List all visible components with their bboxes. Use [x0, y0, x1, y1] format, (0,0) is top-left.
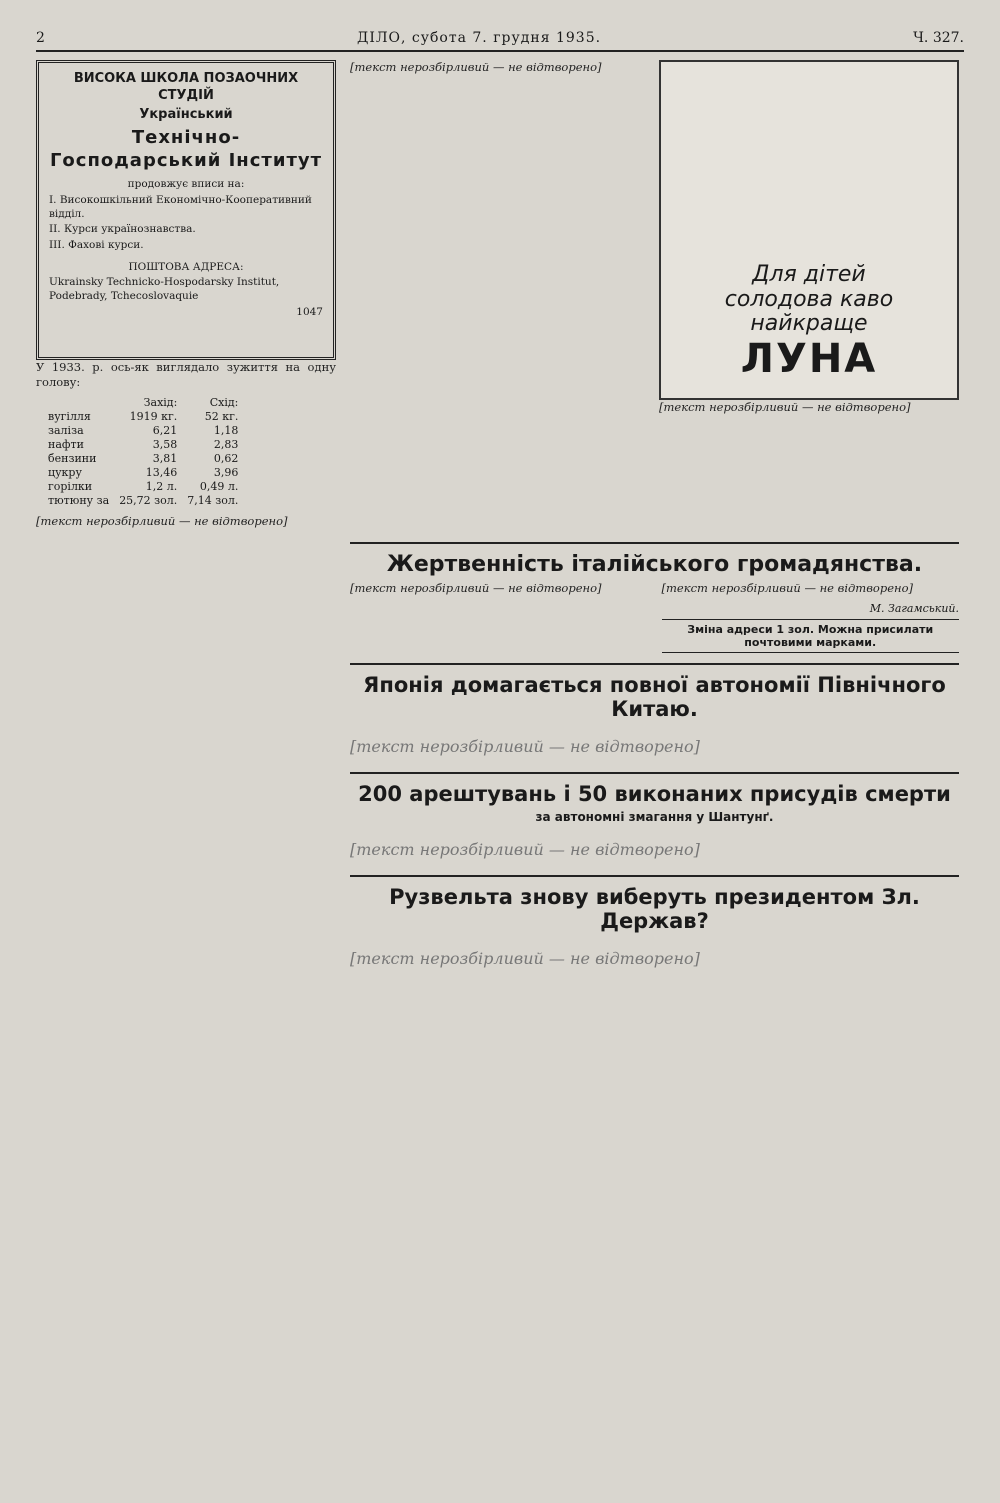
luna-slogan3: найкраще	[750, 310, 868, 336]
article-body-placeholder: [текст нерозбірливий — не відтворено]	[36, 514, 288, 529]
stats-intro: У 1933. р. ось-як виглядало зужиття на одну голову:	[36, 360, 336, 390]
article-body-placeholder: [текст нерозбірливий — не відтворено]	[350, 949, 700, 969]
stats-row: заліза 6,21 1,18	[48, 424, 239, 438]
article-body-placeholder: [текст нерозбірливий — не відтворено]	[659, 400, 911, 414]
wide-articles	[350, 536, 959, 985]
ad-item3: III. Фахові курси.	[49, 239, 144, 252]
page-number: 2	[36, 30, 45, 46]
luna-coffee-ad	[659, 60, 959, 400]
ad-item1: I. Високошкільний Економічно-Кооперативний відділ.	[49, 194, 312, 220]
stats-row: тютюну за 25,72 зол. 7,14 зол.	[48, 494, 239, 508]
headline-japan: Японія домагається повної автономії Північного Китаю.	[363, 672, 946, 721]
article-body-placeholder: [текст нерозбірливий — не відтворено]	[350, 580, 602, 595]
luna-slogan2: солодова каво	[724, 286, 894, 312]
column-right	[659, 60, 959, 536]
ad-line4: продовжує вписи на:	[127, 178, 245, 191]
article-body-placeholder: [текст нерозбірливий — не відтворено]	[350, 839, 700, 859]
stats-row: горілки 1,2 л. 0,49 л.	[48, 480, 239, 494]
column-middle	[350, 60, 645, 536]
article-body-placeholder: [текст нерозбірливий — не відтворено]	[350, 736, 700, 756]
stats-row: цукру 13,46 3,96	[48, 466, 239, 480]
stats-row: вугілля 1919 кг. 52 кг.	[48, 410, 239, 424]
luna-brand: ЛУНА	[740, 336, 878, 382]
headline-arrests: 200 арештувань і 50 виконаних присудів смерти	[358, 781, 951, 806]
stats-row: нафти 3,58 2,83	[48, 438, 239, 452]
article-body-placeholder: [текст нерозбірливий — не відтворено]	[350, 60, 602, 74]
ad-address: Ukrainsky Technicko-Hospodarsky Institut, Podebrady, Tchecoslovaquie	[49, 276, 280, 302]
subhead-arrests: за автономні змагання у Шантунґ.	[535, 809, 774, 824]
headline-italy: Жертвенність італійського громадянства.	[386, 551, 923, 577]
ad-line1: ВИСОКА ШКОЛА ПОЗАОЧНИХ СТУДІЙ	[73, 71, 299, 103]
address-change-notice: Зміна адреси 1 зол. Можна присилати почтовими марками.	[662, 619, 960, 653]
ad-line2: Український	[139, 106, 233, 122]
column-left	[36, 60, 336, 536]
stats-head-west: Захід:	[143, 396, 178, 410]
ad-item2: II. Курси українознавства.	[49, 223, 196, 236]
ad-line3: Технічно-Господарський Інститут	[49, 126, 323, 172]
stats-head-east: Схід:	[209, 396, 239, 410]
paper-title: ДІЛО, субота 7. грудня 1935.	[356, 30, 602, 46]
headline-roosevelt: Рузвельта знову виберуть президентом Зл. Держав?	[389, 884, 920, 934]
masthead	[36, 30, 964, 52]
stats-row: бензини 3,81 0,62	[48, 452, 239, 466]
issue-number: Ч. 327.	[913, 30, 964, 46]
ad-address-label: ПОШТОВА АДРЕСА:	[128, 260, 244, 273]
article-body-placeholder: [текст нерозбірливий — не відтворено]	[661, 580, 913, 595]
school-ad	[36, 60, 336, 360]
luna-slogan1: Для дітей	[752, 262, 866, 288]
ad-code: 1047	[296, 305, 323, 318]
stats-table	[48, 396, 248, 508]
signature-italy: М. Загамський.	[869, 601, 959, 615]
